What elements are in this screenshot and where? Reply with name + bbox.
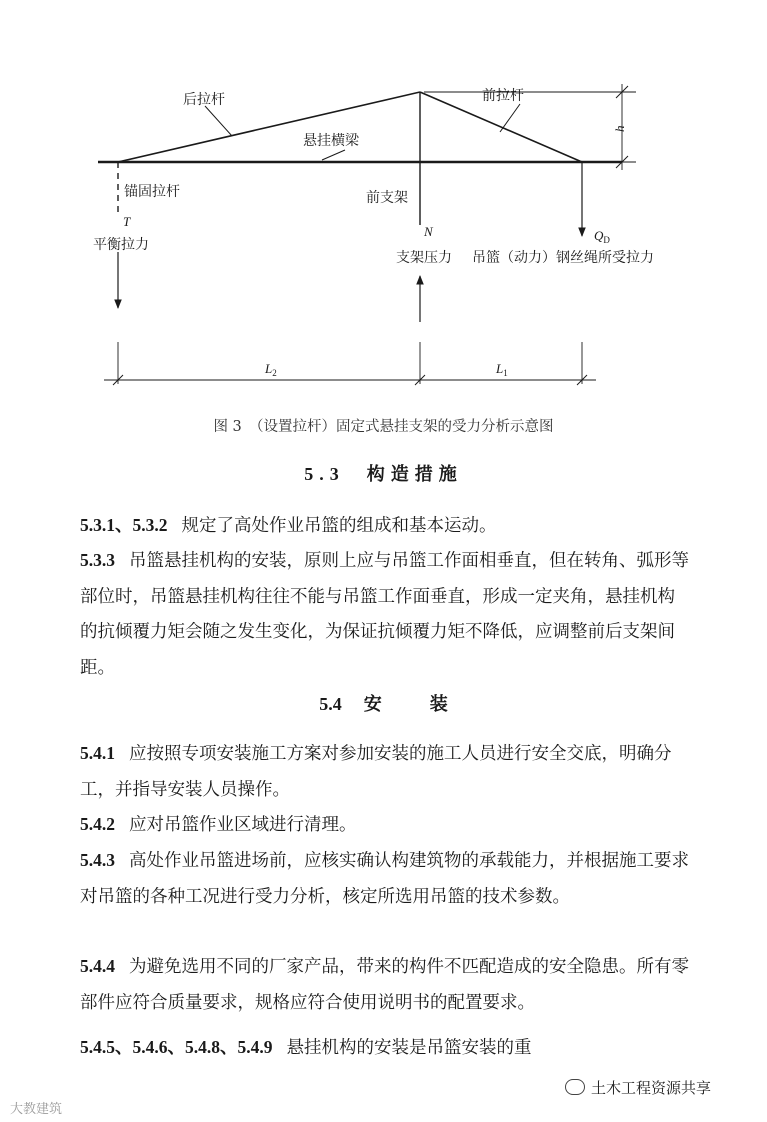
anchor-rod-label: 锚固拉杆 — [124, 184, 180, 200]
section-heading-5-4 — [0, 690, 767, 716]
paragraph-5-3-3 — [80, 543, 692, 686]
clause-number: 5.4.5、5.4.6、5.4.8、5.4.9 — [80, 1037, 273, 1057]
paragraph-5-4-3 — [80, 843, 692, 915]
paragraph-5-4-1 — [80, 736, 692, 808]
clause-number: 5.4.1 — [80, 743, 115, 763]
h-symbol: h — [612, 125, 627, 132]
section-number: 5.3 — [304, 464, 345, 484]
clause-number: 5.3.1、5.3.2 — [80, 515, 168, 535]
figure-caption: 图 3 （设置拉杆）固定式悬挂支架的受力分析示意图 — [213, 419, 554, 435]
clause-text: 吊篮悬挂机构的安装，原则上应与吊篮工作面相垂直，但在转角、弧形等部位时，吊篮悬挂机构往往不能与吊篮工作面垂直，形成一定夹角，悬挂机构的抗倾覆力矩会随之发生变化，为保证抗倾覆力矩不降低，应调整前后支架间距。 — [80, 551, 689, 678]
clause-number: 5.4.2 — [80, 814, 115, 834]
clause-text: 为避免选用不同的厂家产品，带来的构件不匹配造成的安全隐患。所有零部件应符合质量要求，规格应符合使用说明书的配置要求。 — [80, 957, 689, 1013]
section-title: 构造措施 — [366, 464, 463, 485]
watermark-right — [565, 1077, 711, 1098]
clause-text: 应对吊篮作业区域进行清理。 — [129, 815, 357, 835]
clause-number: 5.4.3 — [80, 850, 115, 870]
clause-text: 应按照专项安装施工方案对参加安装的施工人员进行安全交底，明确分工，并指导安装人员操作。 — [80, 744, 672, 800]
beam-leader — [322, 150, 345, 160]
clause-text: 规定了高处作业吊篮的组成和基本运动。 — [181, 516, 497, 536]
paragraph-5-4-2 — [80, 807, 692, 844]
clause-text: 悬挂机构的安装是吊篮安装的重 — [286, 1038, 532, 1058]
paragraph-5-4-5 — [80, 1030, 692, 1067]
length-dimensions — [104, 342, 596, 385]
wechat-icon — [565, 1079, 585, 1095]
section-heading-5-3 — [0, 460, 767, 486]
clause-text: 高处作业吊篮进场前，应核实确认构建筑物的承载能力，并根据施工要求对吊篮的各种工况进行受力分析，核定所选用吊篮的技术参数。 — [80, 851, 689, 907]
rear-tie-rod — [118, 92, 420, 162]
q-symbol: $Q_D$ — [594, 228, 610, 245]
clause-number: 5.4.4 — [80, 956, 115, 976]
watermark-text: 土木工程资源共享 — [591, 1079, 712, 1097]
section-number: 5.4 — [319, 694, 342, 714]
height-dimension — [424, 84, 636, 170]
n-symbol: N — [424, 224, 433, 239]
paragraph-5-4-4 — [80, 949, 692, 1021]
section-title-2: 装 — [429, 694, 448, 715]
front-support-label: 前支架 — [366, 190, 408, 206]
watermark-left: 大教建筑 — [10, 1102, 63, 1117]
rope-tension-label: 吊篮（动力）钢丝绳所受拉力 — [472, 250, 654, 266]
t-symbol: T — [123, 214, 131, 229]
l2-label: $L_2$ — [265, 361, 277, 378]
section-title: 安 — [363, 694, 382, 715]
support-pressure-label: 支架压力 — [396, 250, 452, 266]
balance-force-label: 平衡拉力 — [93, 237, 149, 253]
force-diagram — [0, 0, 767, 400]
clause-number: 5.3.3 — [80, 550, 115, 570]
l1-label: $L_1$ — [496, 361, 508, 378]
front-tie-rod-label: 前拉杆 — [482, 88, 524, 104]
paragraph-5-3-1 — [80, 508, 692, 545]
rear-tie-rod-label: 后拉杆 — [183, 92, 225, 108]
beam-label: 悬挂横梁 — [303, 133, 359, 149]
